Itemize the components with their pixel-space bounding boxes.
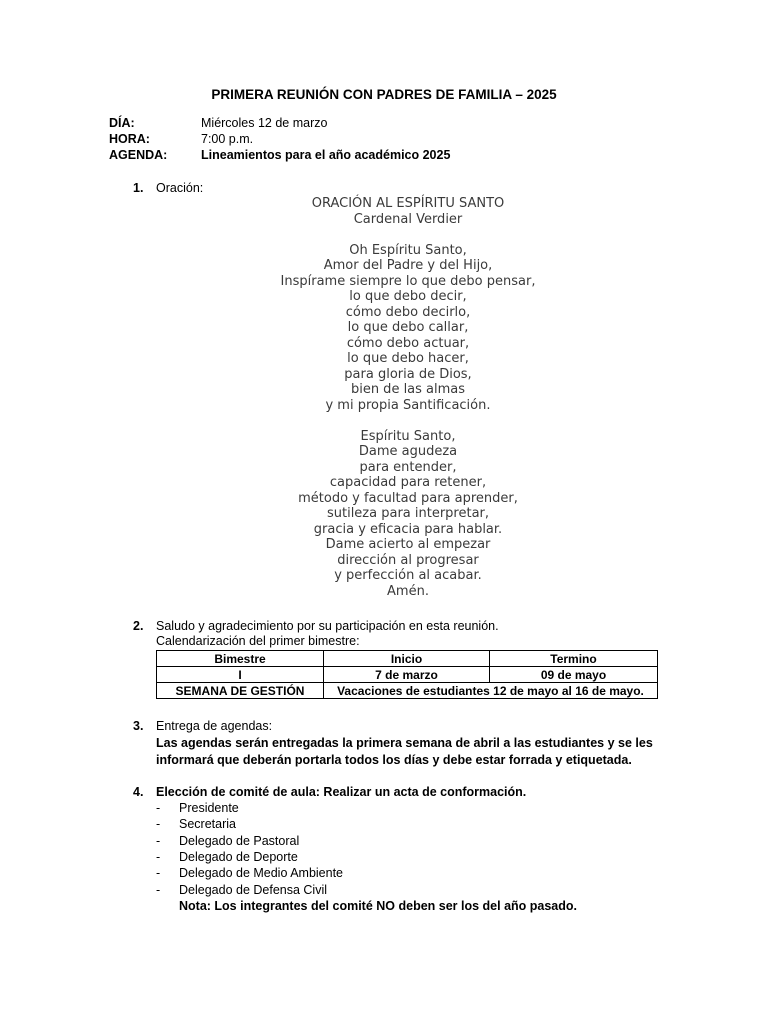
agenda-value: Lineamientos para el año académico 2025	[201, 148, 451, 162]
item4-label: Elección de comité de aula: Realizar un acta de conformación.	[156, 785, 527, 799]
prayer-line: Amor del Padre y del Hijo,	[323, 258, 493, 273]
table-header-cell: Bimestre	[157, 651, 324, 667]
prayer-line: lo que debo hacer,	[347, 351, 469, 366]
list-item: Delegado de Deporte	[179, 850, 298, 864]
table-row	[157, 667, 658, 683]
item3-label: Entrega de agendas:	[156, 719, 273, 733]
list-bullet: -	[156, 866, 161, 880]
hora-value: 7:00 p.m.	[201, 132, 254, 146]
item3-number: 3.	[133, 719, 144, 733]
prayer-line: método y facultad para aprender,	[298, 490, 518, 506]
prayer-line: para entender,	[359, 459, 457, 475]
document-title: PRIMERA REUNIÓN CON PADRES DE FAMILIA – 2025	[211, 87, 557, 102]
list-item: Delegado de Pastoral	[179, 834, 300, 848]
prayer-line: y mi propia Santificación.	[325, 397, 491, 413]
prayer-line: cómo debo decirlo,	[345, 304, 471, 320]
prayer-line: lo que debo decir,	[349, 289, 467, 304]
prayer-line: cómo debo actuar,	[346, 335, 470, 351]
list-bullet: -	[156, 834, 161, 848]
item3-text-line: informará que deberán portarla todos los días y debe estar forrada y etiquetada.	[156, 752, 632, 767]
table-cell: 7 de marzo	[324, 667, 490, 683]
prayer-title: ORACIÓN AL ESPÍRITU SANTO	[311, 196, 505, 211]
committee-note: Nota: Los integrantes del comité NO deben ser los del año pasado.	[179, 899, 577, 913]
list-item: Presidente	[179, 801, 239, 815]
prayer-line: capacidad para retener,	[329, 475, 487, 490]
dia-label: DÍA:	[109, 116, 135, 130]
table-cell: Vacaciones de estudiantes 12 de mayo al 16 de mayo.	[324, 683, 658, 699]
prayer-line: lo que debo callar,	[347, 320, 469, 335]
item3-text-line: Las agendas serán entregadas la primera semana de abril a las estudiantes y se les	[156, 736, 653, 750]
item1-label: Oración:	[156, 181, 204, 195]
list-item: Delegado de Medio Ambiente	[179, 866, 344, 880]
item2-line1: Saludo y agradecimiento por su participación en esta reunión.	[156, 619, 499, 633]
list-bullet: -	[156, 850, 161, 864]
prayer-line: sutileza para interpretar,	[326, 506, 490, 521]
prayer-line: para gloria de Dios,	[344, 366, 472, 382]
dia-value: Miércoles 12 de marzo	[201, 116, 328, 130]
table-header-cell: Termino	[490, 651, 658, 667]
calendar-table	[156, 650, 658, 699]
item2-number: 2.	[133, 619, 144, 633]
prayer-line: dirección al progresar	[337, 552, 479, 568]
prayer-line: Oh Espíritu Santo,	[349, 242, 467, 258]
hora-label: HORA:	[109, 132, 150, 146]
prayer-line: y perfección al acabar.	[334, 568, 482, 583]
prayer-line: Inspírame siempre lo que debo pensar,	[280, 273, 536, 289]
prayer-line: Dame agudeza	[358, 444, 458, 459]
agenda-label: AGENDA:	[109, 148, 168, 162]
list-item: Secretaria	[179, 817, 236, 831]
list-item: Delegado de Defensa Civil	[179, 883, 328, 897]
prayer-line: gracia y eficacia para hablar.	[313, 521, 503, 537]
prayer-line: Espíritu Santo,	[360, 428, 456, 444]
table-cell: 09 de mayo	[490, 667, 658, 683]
item3-text	[156, 735, 656, 768]
list-bullet: -	[156, 801, 161, 815]
item1-number: 1.	[133, 181, 144, 195]
list-bullet: -	[156, 883, 161, 897]
prayer-line: Amén.	[387, 583, 429, 599]
prayer-line: Dame acierto al empezar	[325, 537, 491, 552]
item4-number: 4.	[133, 785, 144, 799]
table-header-row	[157, 651, 658, 667]
list-bullet: -	[156, 817, 161, 831]
item2-line2: Calendarización del primer bimestre:	[156, 634, 360, 648]
prayer-block	[208, 196, 608, 599]
table-cell: SEMANA DE GESTIÓN	[157, 683, 324, 699]
prayer-line: bien de las almas	[350, 382, 466, 397]
prayer-author: Cardenal Verdier	[353, 211, 463, 227]
table-header-cell: Inicio	[324, 651, 490, 667]
table-row	[157, 683, 658, 699]
table-cell: I	[157, 667, 324, 683]
